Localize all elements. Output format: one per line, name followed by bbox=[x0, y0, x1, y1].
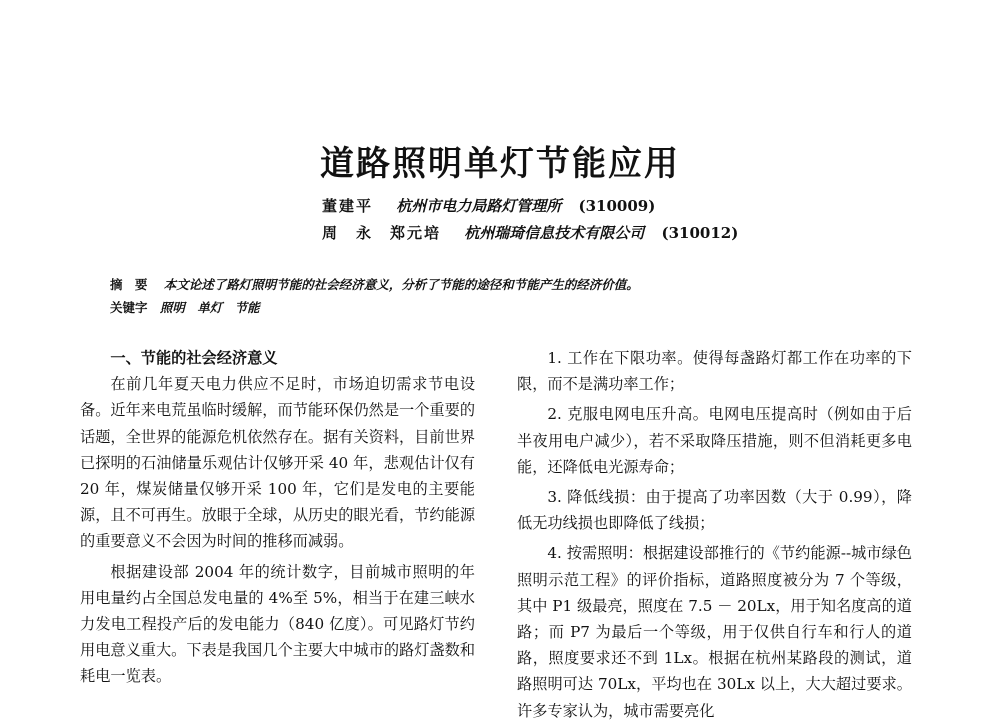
list-paragraph: 1. 工作在下限功率。使得每盏路灯都工作在功率的下限，而不是满功率工作； bbox=[517, 349, 912, 394]
list-paragraph: 2. 克服电网电压升高。电网电压提高时（例如由于后半夜用电户减少），若不采取降压措施，则不但消耗更多电能，还降低电光源寿命； bbox=[517, 405, 912, 476]
abstract-text: 本文论述了路灯照明节能的社会经济意义，分析了节能的途径和节能产生的经济价值。 bbox=[163, 277, 639, 292]
keyword: 照明 bbox=[159, 300, 185, 315]
keywords-label: 关键字 bbox=[110, 300, 148, 315]
author-org: 杭州瑞琦信息技术有限公司 bbox=[464, 224, 645, 242]
page-title: 道路照明单灯节能应用 bbox=[320, 144, 680, 184]
author-name: 董建平 bbox=[322, 197, 374, 215]
section-heading: 一、节能的社会经济意义 bbox=[110, 349, 278, 367]
author-line-1 bbox=[322, 195, 655, 216]
keyword: 节能 bbox=[234, 300, 260, 315]
abstract-label: 摘 要 bbox=[110, 277, 152, 292]
paragraph: 根据建设部 2004 年的统计数字，目前城市照明的年用电量约占全国总发电量的 4%至 5%，相当于在建三峡水力发电工程投产后的发电能力（840 亿度）。可见路灯节约用电意义重大。下表是我国几个主要大中城市的路灯盏数和耗电一览表。 bbox=[80, 562, 475, 686]
right-column bbox=[517, 345, 912, 724]
author-line-2 bbox=[322, 222, 738, 243]
author-postcode: (310012) bbox=[661, 224, 739, 242]
author-postcode: (310009) bbox=[578, 197, 656, 215]
keyword: 单灯 bbox=[197, 300, 223, 315]
list-paragraph: 3. 降低线损：由于提高了功率因数（大于 0.99），降低无功线损也即降低了线损； bbox=[517, 488, 912, 533]
author-org: 杭州市电力局路灯管理所 bbox=[396, 197, 562, 215]
abstract bbox=[110, 275, 639, 293]
list-paragraph: 4. 按需照明：根据建设部推行的《节约能源--城市绿色照明示范工程》的评价指标，道路照度被分为 7 个等级，其中 P1 级最亮，照度在 7.5 － 20Lx，用于知名度高的道路；而 P7 为最后一个等级，用于仅供自行车和行人的道路，照度要求还不到 1Lx。根据在杭州某路段的测试，道路照明可达 70Lx，平均也在 30Lx 以上，大大超过要求。许多专家认为，城市需要亮化 bbox=[517, 544, 912, 720]
author-name: 周 永 郑元培 bbox=[322, 224, 442, 242]
keywords bbox=[110, 298, 268, 316]
paragraph: 在前几年夏天电力供应不足时，市场迫切需求节电设备。近年来电荒虽临时缓解，而节能环保仍然是一个重要的话题，全世界的能源危机依然存在。据有关资料，目前世界已探明的石油储量乐观估计仅够开采 40 年，悲观估计仅有 20 年，煤炭储量仅够开采 100 年，它们是发电的主要能源，且不可再生。放眼于全球，从历史的眼光看，节约能源的重要意义不会因为时间的推移而减弱。 bbox=[80, 375, 475, 551]
left-column bbox=[80, 345, 475, 690]
